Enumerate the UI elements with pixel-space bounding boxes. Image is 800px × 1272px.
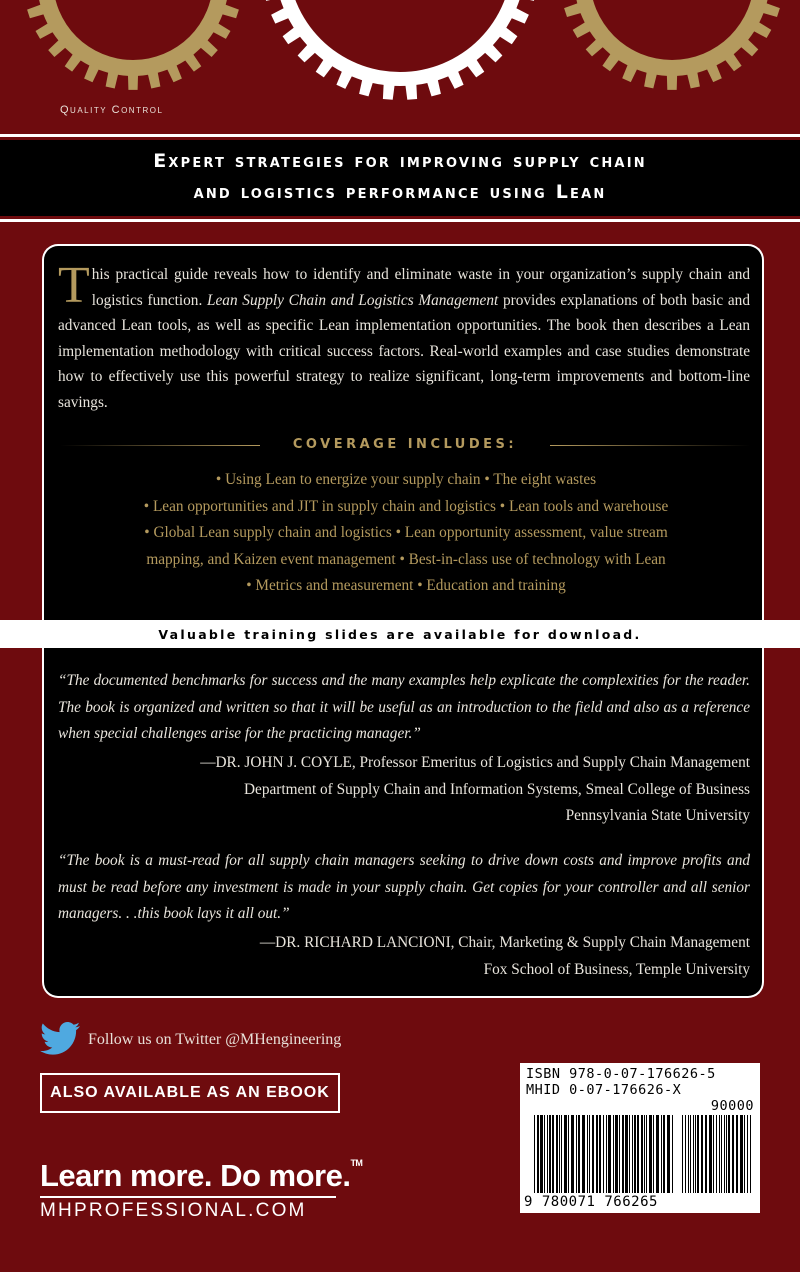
drop-cap: T xyxy=(58,257,90,314)
coverage-line: mapping, and Kaizen event management • Best-in-class use of technology with Lean xyxy=(146,550,666,568)
gear-right-icon xyxy=(560,0,784,90)
publisher-tagline xyxy=(40,1158,362,1194)
twitter-bird-icon[interactable] xyxy=(40,1022,82,1056)
tagline-part-2: Do more. xyxy=(220,1158,351,1193)
mhid-text: MHID 0-07-176626-X xyxy=(526,1082,682,1098)
trademark-mark: TM xyxy=(350,1158,363,1168)
testimonial-quote-2: “The book is a must-read for all supply chain managers seeking to drive down costs and improve profits and must be read before any investment is made in your supply chain. Get copies for your controller and all senior managers. . .this book lays it all out.” xyxy=(58,852,750,922)
isbn-barcode xyxy=(534,1115,674,1195)
headline-line-1: Expert strategies for improving supply chain xyxy=(153,150,647,172)
coverage-list xyxy=(60,467,752,600)
ean-number: 9 780071 766265 xyxy=(524,1194,658,1210)
series-label: Quality Control xyxy=(60,104,164,116)
price-addon-barcode xyxy=(682,1115,752,1195)
ebook-badge: ALSO AVAILABLE AS AN EBOOK xyxy=(40,1073,340,1113)
testimonial-attribution-1 xyxy=(58,750,750,830)
attribution-line: —DR. JOHN J. COYLE, Professor Emeritus of Logistics and Supply Chain Management xyxy=(200,754,750,771)
band-bottom-rule xyxy=(0,219,800,222)
isbn-text: ISBN 978-0-07-176626-5 xyxy=(526,1066,716,1082)
gears-illustration xyxy=(0,0,800,110)
attribution-line: Department of Supply Chain and Information Systems, Smeal College of Business xyxy=(243,780,750,798)
barcode-label xyxy=(520,1063,760,1213)
attribution-line: Pennsylvania State University xyxy=(565,807,750,824)
tagline-part-1: Learn more. xyxy=(40,1158,212,1193)
price-code-text: 90000 xyxy=(710,1098,754,1114)
gear-left-icon xyxy=(23,0,243,90)
publisher-rule xyxy=(40,1196,336,1198)
book-title-italic: Lean Supply Chain and Logistics Management xyxy=(207,291,499,309)
coverage-heading xyxy=(60,436,750,456)
band-top-rule xyxy=(0,134,800,137)
attribution-line: Fox School of Business, Temple University xyxy=(483,960,750,978)
publisher-url[interactable]: MHPROFESSIONAL.COM xyxy=(40,1200,307,1221)
testimonial-quote-1: “The documented benchmarks for success and the many examples help explicate the complexities for the reader. The book is organized and written so that it will be useful as an introduction to the field and also as a reference when special challenges arise for the practicing manager.” xyxy=(58,672,750,742)
description-part-2: provides explanations of both basic and advanced Lean tools, as well as specific Lean implementation opportunities. The book then describes a Lean implementation methodology with critical success factors. Real-world examples and case studies demonstrate how to effectively use this powerful strategy to realize significant, long-term improvements and bottom-line savings. xyxy=(58,291,750,411)
testimonial-attribution-2 xyxy=(58,930,750,983)
coverage-line: • Global Lean supply chain and logistics • Lean opportunity assessment, value stream xyxy=(144,524,668,541)
attribution-line: —DR. RICHARD LANCIONI, Chair, Marketing & Supply Chain Management xyxy=(259,934,750,951)
headline-line-2: and logistics performance using Lean xyxy=(193,181,607,203)
coverage-line: • Metrics and measurement • Education and training xyxy=(246,577,566,594)
coverage-line: • Using Lean to energize your supply chain • The eight wastes xyxy=(215,471,597,488)
twitter-follow-text[interactable]: Follow us on Twitter @MHengineering xyxy=(88,1031,342,1048)
coverage-title: COVERAGE INCLUDES: xyxy=(292,437,518,452)
slides-notice: Valuable training slides are available for download. xyxy=(158,627,642,642)
coverage-rule-right xyxy=(550,445,750,446)
description-text xyxy=(58,257,750,415)
description-part-1: his practical guide reveals how to identify and eliminate waste in your organization’s supply chain and logistics function. xyxy=(91,266,750,309)
gear-center-icon xyxy=(260,0,540,100)
coverage-line: • Lean opportunities and JIT in supply chain and logistics • Lean tools and warehouse xyxy=(143,497,669,515)
